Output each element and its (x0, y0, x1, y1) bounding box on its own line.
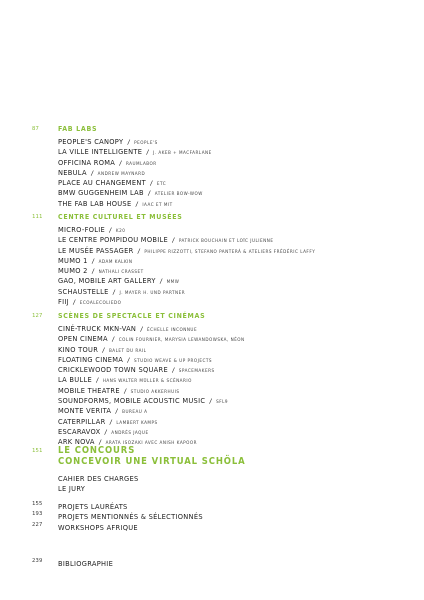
entry-separator: / (86, 169, 98, 177)
entry-credit: J. AKEB + MACFARLANE (153, 151, 212, 157)
entry-separator: / (115, 159, 126, 167)
entry-title: KINO TOUR (58, 344, 99, 354)
entry-credit: SPACEMAKERS (178, 369, 215, 375)
entry-title: LE CENTRE POMPIDOU MOBILE (58, 235, 168, 245)
entry-separator: / (91, 377, 103, 385)
toc-entry (58, 165, 400, 175)
entry-title: NEBULA (58, 167, 87, 177)
entry-title: OPEN CINEMA (58, 334, 108, 344)
entry-separator: / (145, 180, 157, 188)
page-number: 151 (32, 448, 43, 454)
toc-entry (58, 185, 400, 198)
entry-credit: NATHALI CRASSET (98, 270, 144, 276)
entry-separator: / (155, 278, 167, 286)
bibliographie-label: BIBLIOGRAPHIE (58, 559, 114, 568)
page-number: 155 (32, 501, 43, 507)
entry-credit: J. MAYER H. UND PARTNER (119, 290, 186, 296)
entry-credit: HANS WALTER MÜLLER & SCÉNARIO (102, 379, 192, 385)
entry-title: LA BULLE (58, 375, 92, 385)
entry-title: LA VILLE INTELLIGENTE (58, 147, 143, 157)
result-label: PROJETS MENTIONNÉS & SÉLECTIONNÉS (58, 512, 203, 522)
entry-separator: / (143, 190, 155, 198)
toc-entry (58, 196, 400, 206)
toc-entry (58, 134, 400, 144)
entry-credit: LAMBERT KAMPS (116, 420, 158, 426)
entry-separator: / (168, 237, 179, 245)
entry-separator: / (105, 227, 116, 234)
entry-separator: / (108, 288, 120, 296)
result-row (0, 509, 424, 522)
result-label: WORKSHOPS AFRIQUE (58, 522, 138, 532)
concours-item: LE JURY (58, 484, 86, 494)
entry-credit: K20 (115, 229, 126, 234)
entry-separator: / (107, 336, 119, 344)
toc-entry (58, 232, 400, 245)
entry-title: MUMO 1 (58, 255, 88, 265)
entry-title: FIIJ (58, 297, 69, 307)
entry-credit: ECOALECOLIEDO (79, 301, 122, 307)
entry-separator: / (133, 247, 145, 255)
entry-separator: / (87, 268, 99, 276)
page-number: 193 (32, 511, 43, 518)
entry-credit: STUDIO WEAVE & UP PROJECTS (134, 358, 212, 364)
toc-entry (58, 155, 400, 165)
entry-credit: IAAC ET MIT (142, 202, 173, 208)
entry-separator: / (68, 299, 80, 307)
entry-title: MOBILE THEATRE (58, 385, 120, 395)
toc-entry (58, 414, 400, 424)
toc-entry (58, 144, 400, 157)
entry-credit: RAUMLABOR (125, 161, 157, 167)
toc-entry (58, 362, 400, 375)
toc-entry (58, 321, 400, 331)
entry-separator: / (136, 326, 148, 333)
entry-separator: / (167, 367, 179, 375)
entry-separator: / (123, 356, 135, 364)
entry-credit: STUDIO AKKERHUIS (130, 389, 180, 395)
entry-credit: MMW (166, 280, 180, 286)
entry-title: FLOATING CINEMA (58, 354, 124, 364)
entry-title: MONTE VERITA (58, 406, 112, 416)
toc-entry (58, 243, 400, 253)
entry-credit: BALET DU RAIL (108, 348, 147, 354)
entry-title: PEOPLE'S CANOPY (58, 137, 124, 146)
page-number: 227 (32, 521, 43, 528)
entry-title: OFFICINA ROMA (58, 157, 116, 167)
entry-credit: PATRICK BOUCHAIN ET LOÏC JULIENNE (178, 239, 274, 245)
result-label: PROJETS LAURÉATS (58, 502, 128, 511)
entry-credit: ANDRÉS JAQUE (111, 430, 149, 436)
toc-entry (58, 403, 400, 416)
toc-entry (58, 263, 400, 276)
section-heading: FAB LABS (58, 125, 98, 133)
entry-credit: ARATA ISOZAKI AVEC ANISH KAPOOR (105, 441, 198, 447)
toc-entry (58, 352, 400, 362)
entry-title: MUMO 2 (58, 266, 88, 276)
page-number: 239 (32, 558, 43, 564)
entry-title: GAO, MOBILE ART GALLERY (58, 276, 156, 286)
toc-entry (58, 273, 400, 286)
entry-credit: PEOPLE'S (134, 141, 158, 146)
toc-entry (58, 424, 400, 434)
entry-separator: / (111, 408, 123, 416)
section-heading: CENTRE CULTUREL ET MUSÉES (58, 213, 183, 221)
entry-separator: / (142, 149, 154, 157)
result-row (0, 499, 424, 509)
section-heading: SCÈNES DE SPECTACLE ET CINÉMAS (58, 312, 206, 320)
entry-list (58, 222, 400, 307)
entry-title: CINÉ-TRUCK MKN-VAN (58, 324, 137, 333)
entry-credit: ÉCHELLE INCONNUE (147, 328, 198, 333)
toc-entry (58, 331, 400, 344)
entry-title: THE FAB LAB HOUSE (58, 198, 132, 208)
entry-title: LE MUSÉE PASSAGER (58, 245, 134, 255)
entry-title: SOUNDFORMS, MOBILE ACOUSTIC MUSIC (58, 396, 206, 406)
page-number: 111 (32, 214, 43, 220)
entry-credit: ANDREW MAYNARD (97, 171, 146, 177)
toc-entry (58, 294, 400, 307)
entry-separator: / (87, 257, 99, 265)
entry-separator: / (105, 418, 117, 426)
toc-section-results (0, 499, 424, 530)
entry-title: MICRO-FOLIE (58, 225, 106, 234)
entry-separator: / (119, 387, 131, 395)
entry-separator: / (98, 346, 109, 354)
entry-credit: PHILIPPE RIZZOTTI, STEFANO PANTERÀ & ATELIERS FRÉDÉRIC LAFFY (144, 249, 316, 255)
entry-credit: ETC (156, 182, 167, 188)
toc-entry (58, 284, 400, 294)
toc-entry (58, 383, 400, 393)
toc-entry (58, 222, 400, 232)
entry-title: CATERPILLAR (58, 416, 106, 426)
toc-entry (58, 434, 400, 447)
entry-title: ARK NOVA (58, 437, 95, 447)
entry-title: PLACE AU CHANGEMENT (58, 178, 146, 188)
entry-separator: / (100, 428, 112, 436)
entry-title: SCHAUSTELLE (58, 286, 109, 296)
toc-entry (58, 393, 400, 406)
entry-list (58, 134, 400, 206)
concours-heading-line1: LE CONCOURS (58, 445, 136, 456)
entry-title: CRICKLEWOOD TOWN SQUARE (58, 365, 168, 375)
entry-separator: / (123, 139, 135, 146)
entry-separator: / (205, 398, 217, 406)
entry-credit: ATELIER BOW-WOW (154, 192, 203, 198)
entry-separator: / (94, 439, 106, 447)
concours-item: CAHIER DES CHARGES (58, 474, 139, 483)
entry-credit: COLIN FOURNIER, MARYSIA LEWANDOWSKA, NÉON (118, 338, 245, 344)
concours-heading-line2: CONCEVOIR UNE VIRTUAL SCHÖLA (58, 456, 246, 467)
entry-credit: SFL9 (216, 400, 229, 406)
toc-entry (58, 372, 400, 385)
entry-title: BMW GUGGENHEIM LAB (58, 188, 144, 198)
page-number: 127 (32, 313, 43, 319)
entry-credit: ADAM KALKIN (98, 259, 133, 265)
toc-entry (58, 175, 400, 188)
result-row (0, 520, 424, 530)
entry-title: ESCARAVOX (58, 426, 101, 436)
entry-separator: / (131, 200, 143, 208)
entry-credit: BUREAU A (122, 410, 148, 416)
page-number: 87 (32, 126, 40, 132)
entry-list (58, 321, 400, 445)
